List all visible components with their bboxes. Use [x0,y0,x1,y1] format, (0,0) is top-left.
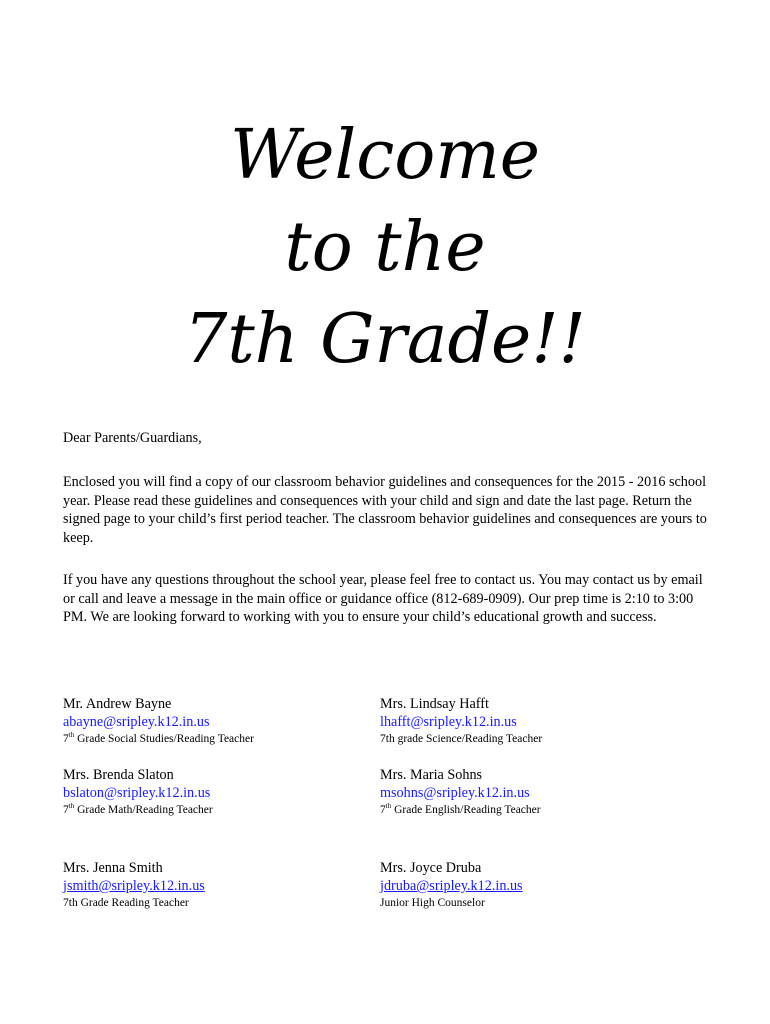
contact-role [380,802,680,818]
contact-email-link[interactable]: jdruba@sripley.k12.in.us [380,878,523,894]
contact-email-link[interactable]: msohns@sripley.k12.in.us [380,785,530,801]
contact-joyce-druba [380,859,680,911]
role-ordinal-suffix: th [68,802,75,811]
contact-andrew-bayne [63,695,363,747]
contact-name: Mrs. Jenna Smith [63,860,163,876]
contact-email-link[interactable]: lhafft@sripley.k12.in.us [380,714,517,730]
contact-role [63,731,363,747]
role-grade-number: 7 [380,804,386,816]
contact-role: Junior High Counselor [380,897,485,909]
paragraph-contact-info: If you have any questions throughout the school year, please feel free to contact us. You may contact us by email or call and leave a message in the main office or guidance office (812-689-0909). Our prep time is 2:10 to 3:00 PM. We are looking forward to working with you to ensure your child’s educational growth and success. [63,572,703,626]
page-title [0,110,770,386]
role-title: Grade Math/Reading Teacher [74,804,213,816]
title-line-1: Welcome [229,116,541,195]
contact-lindsay-hafft [380,695,680,747]
contact-brenda-slaton [63,766,363,818]
contact-email-link[interactable]: abayne@sripley.k12.in.us [63,714,210,730]
contact-role [63,802,363,818]
title-line-3: 7th Grade!! [184,300,586,379]
role-grade-number: 7 [63,733,69,745]
role-ordinal-suffix: th [68,731,75,740]
contact-name: Mrs. Joyce Druba [380,860,482,876]
contact-email-link[interactable]: jsmith@sripley.k12.in.us [63,878,205,894]
contact-name: Mrs. Maria Sohns [380,767,483,783]
contact-maria-sohns [380,766,680,818]
contact-jenna-smith [63,859,363,911]
role-grade-number: 7 [63,804,69,816]
role-ordinal-suffix: th [385,802,392,811]
title-line-2: to the [284,208,486,287]
contact-name: Mr. Andrew Bayne [63,696,172,712]
role-title: Grade Social Studies/Reading Teacher [74,733,254,745]
salutation: Dear Parents/Guardians, [63,430,202,446]
contact-email-link[interactable]: bslaton@sripley.k12.in.us [63,785,211,801]
paragraph-guidelines: Enclosed you will find a copy of our classroom behavior guidelines and consequences for the 2015 - 2016 school year. Please read these guidelines and consequences with your child and sign and date the last page. Return the signed page to your child’s first period teacher. The classroom behavior guidelines and consequences are yours to keep. [63,474,707,546]
role-title: Grade English/Reading Teacher [391,804,541,816]
contact-role: 7th Grade Reading Teacher [63,897,189,909]
contact-role: 7th grade Science/Reading Teacher [380,733,543,745]
contact-name: Mrs. Brenda Slaton [63,767,174,783]
contact-name: Mrs. Lindsay Hafft [380,696,489,712]
